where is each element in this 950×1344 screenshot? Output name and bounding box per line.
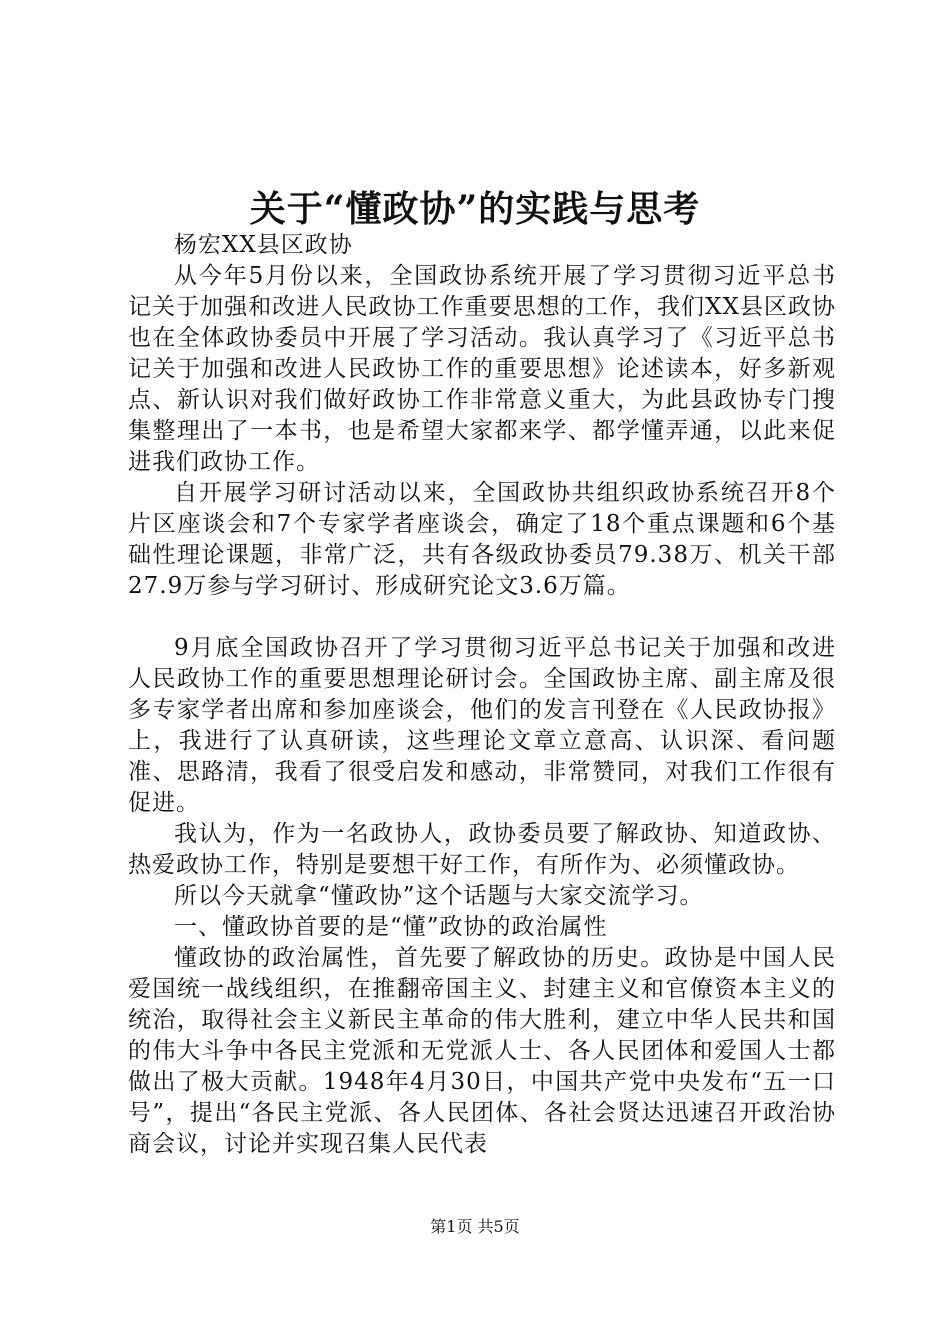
paragraph: 从今年5月份以来，全国政协系统开展了学习贯彻习近平总书记关于加强和改进人民政协工作重要思想的工作，我们XX县区政协也在全体政协委员中开展了学习活动。我认真学习了《习近平总书记关于加强和改进人民政协工作的重要思想》论述读本，好多新观点、新认识对我们做好政协工作非常意义重大，为此县政协专门搜集整理出了一本书，也是希望大家都来学、都学懂弄通，以此来促进我们政协工作。	[128, 263, 836, 475]
paragraph: 我认为，作为一名政协人，政协委员要了解政协、知道政协、热爱政协工作，特别是要想干好工作，有所作为、必须懂政协。	[128, 821, 836, 878]
section-heading: 一、懂政协首要的是“懂”政协的政治属性	[174, 914, 608, 940]
paragraph: 自开展学习研讨活动以来，全国政协共组织政协系统召开8个片区座谈会和7个专家学者座谈会，确定了18个重点课题和6个基础性理论课题，非常广泛，共有各级政协委员79.38万、机关干部27.9万参与学习研讨、形成研究论文3.6万篇。	[128, 480, 836, 599]
paragraph: 懂政协的政治属性，首先要了解政协的历史。政协是中国人民爱国统一战线组织，在推翻帝国主义、封建主义和官僚资本主义的统治，取得社会主义新民主革命的伟大胜利，建立中华人民共和国的伟大斗争中各民主党派和无党派人士、各人民团体和爱国人士都做出了极大贡献。1948年4月30日，中国共产党中央发布“五一口号”，提出“各民主党派、各人民团体、各社会贤达迅速召开政治协商会议，讨论并实现召集人民代表	[128, 945, 836, 1157]
paragraph: 所以今天就拿“懂政协”这个话题与大家交流学习。	[174, 883, 704, 909]
paragraph: 9月底全国政协召开了学习贯彻习近平总书记关于加强和改进人民政协工作的重要思想理论研讨会。全国政协主席、副主席及很多专家学者出席和参加座谈会，他们的发言刊登在《人民政协报》上，我进行了认真研读，这些理论文章立意高、认识深、看问题准、思路清，我看了很受启发和感动，非常赞同，对我们工作很有促进。	[128, 635, 836, 816]
author-line: 杨宏XX县区政协	[174, 232, 353, 258]
document-body	[128, 230, 836, 1160]
page-footer: 第1页 共5页	[430, 1217, 520, 1236]
document-title: 关于“懂政协”的实践与思考	[249, 188, 701, 230]
